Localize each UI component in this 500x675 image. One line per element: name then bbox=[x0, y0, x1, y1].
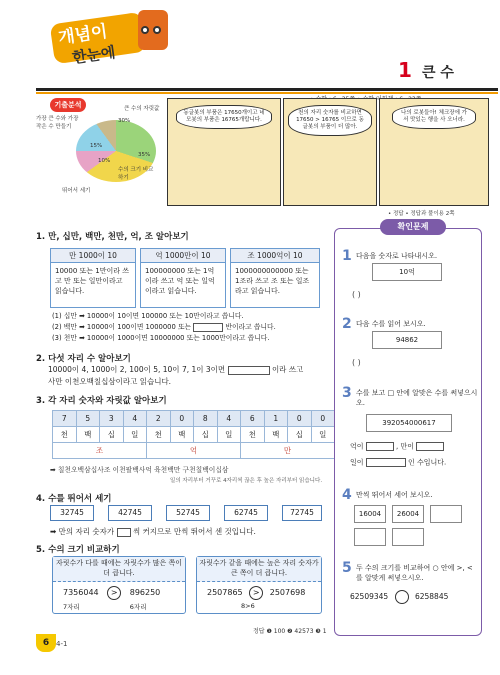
place-cell: 십 bbox=[288, 427, 312, 443]
q4-blank-box[interactable] bbox=[430, 505, 462, 523]
answer-blank[interactable] bbox=[366, 442, 394, 451]
speech-bubble: 천의 자리 숫자를 비교하면 17650 > 16765 이므로 동글봇의 부품이 더 많아. bbox=[288, 105, 372, 136]
digit-row bbox=[53, 411, 335, 427]
pie-pct: 35% bbox=[138, 152, 151, 158]
place-cell: 일 bbox=[123, 427, 147, 443]
s2-line2: 사만 이천오백칠십삼이라고 읽습니다. bbox=[48, 377, 172, 386]
compare-rule: 자릿수가 같을 때에는 높은 자리 숫자가 큰 쪽이 더 큽니다. bbox=[197, 557, 321, 582]
digit-cell: 0 bbox=[311, 411, 335, 427]
s2-line1 bbox=[48, 364, 303, 376]
comic-panel-2 bbox=[283, 98, 377, 206]
place-cell: 십 bbox=[194, 427, 218, 443]
sequence-box: 52745 bbox=[166, 505, 210, 521]
place-cell: 백 bbox=[76, 427, 100, 443]
comic-panel-1 bbox=[167, 98, 281, 206]
q-number: 5 bbox=[342, 560, 352, 576]
q4-text: 만씩 뛰어서 세어 보시오. bbox=[356, 491, 433, 499]
digit-cell: 2 bbox=[147, 411, 171, 427]
answer-blank[interactable] bbox=[416, 442, 444, 451]
sequence-box: 32745 bbox=[50, 505, 94, 521]
q3-label: 일이 bbox=[350, 458, 364, 467]
concept-box-body: 1000000000000 또는 1조라 쓰고 조 또는 일조라고 읽습니다. bbox=[235, 267, 310, 296]
group-cell: 조 bbox=[53, 443, 147, 459]
logo-line1: 개념이 bbox=[57, 21, 109, 49]
compare-num: 2507865 bbox=[207, 587, 243, 597]
q5-compare bbox=[350, 590, 448, 604]
place-cell: 일 bbox=[311, 427, 335, 443]
s2-line1-tail: 이라 쓰고 bbox=[271, 365, 304, 374]
chapter-title: 큰 수 bbox=[422, 65, 454, 81]
robot-eye bbox=[153, 26, 161, 34]
compare-rule: 자릿수가 다를 때에는 자릿수가 많은 쪽이 더 큽니다. bbox=[53, 557, 185, 582]
header-rule-accent bbox=[36, 92, 498, 94]
compare-num: 7356044 bbox=[63, 587, 99, 597]
section4-title: 4. 수를 뛰어서 세기 bbox=[36, 494, 112, 504]
quiz-title: 확인문제 bbox=[380, 219, 446, 235]
q4-box: 26004 bbox=[392, 505, 424, 523]
q2-text: 다음 수를 읽어 보시오. bbox=[356, 320, 426, 328]
section5-title: 5. 수의 크기 비교하기 bbox=[36, 545, 120, 555]
s1-line2 bbox=[52, 322, 276, 333]
s3-reading: ➡ 칠천오백삼십사조 이천팔백사억 육천백만 구천칠백이십삼 bbox=[50, 466, 229, 474]
chapter-number: 1 bbox=[398, 58, 412, 82]
sequence-box: 42745 bbox=[108, 505, 152, 521]
place-cell: 천 bbox=[241, 427, 265, 443]
s4-line-text: ➡ 만의 자리 숫자가 bbox=[50, 527, 115, 536]
sequence-box: 62745 bbox=[224, 505, 268, 521]
compare-num: 2507698 bbox=[269, 587, 306, 597]
unit-label: 4-1 bbox=[56, 640, 68, 648]
header-rule bbox=[36, 88, 498, 91]
concept-box-eok bbox=[140, 248, 226, 308]
digit-cell: 4 bbox=[123, 411, 147, 427]
s2-line1-text: 10000이 4, 1000이 2, 100이 5, 10이 7, 1이 3이면 bbox=[48, 365, 226, 374]
concept-box-head: 억 1000만이 10 bbox=[141, 249, 225, 263]
q5-text: 두 수의 크기를 비교하여 ○ 안에 >, < 를 알맞게 써넣으시오. bbox=[356, 564, 473, 582]
place-cell: 백 bbox=[264, 427, 288, 443]
compare-example bbox=[53, 582, 185, 615]
q3-label: 인 수입니다. bbox=[408, 458, 447, 467]
q3-line2 bbox=[350, 458, 446, 468]
q1-text: 다음을 숫자로 나타내시오. bbox=[356, 252, 438, 260]
speech-bubble: 동글봇의 부품은 17650개이고 네모봇의 부품은 16765개랍니다. bbox=[176, 105, 272, 129]
q-number: 4 bbox=[342, 487, 352, 503]
q4-blank-box[interactable] bbox=[392, 528, 424, 546]
s1-line3: (3) 천만 ➡ 10000이 1000이면 10000000 또는 1000만이라고 씁니다. bbox=[52, 334, 270, 342]
s1-line2-tail: 반이라고 씁니다. bbox=[225, 323, 276, 331]
comic-panel-3 bbox=[379, 98, 489, 206]
q3-text: 수를 보고 □ 안에 알맞은 수를 써넣으시오. bbox=[356, 389, 478, 407]
group-cell: 만 bbox=[241, 443, 335, 459]
pie-label: 수의 크기 비교하기 bbox=[118, 167, 154, 181]
answer-paren[interactable]: ( ) bbox=[352, 290, 361, 299]
concept-box-body: 10000 또는 1만이라 쓰고 만 또는 일만이라고 읽습니다. bbox=[55, 267, 129, 296]
q4-box: 16004 bbox=[354, 505, 386, 523]
compare-sub: 7자리 bbox=[63, 602, 80, 611]
q2-box: 94862 bbox=[372, 331, 442, 349]
q3-box: 392054000617 bbox=[366, 414, 452, 432]
q-number: 1 bbox=[342, 248, 352, 264]
answer-note: • 정답 • 정답과 풀이용 2쪽 bbox=[388, 211, 455, 217]
s4-line-tail: 씩 커지므로 만씩 뛰어서 센 것입니다. bbox=[132, 527, 256, 536]
concept-box-man bbox=[50, 248, 136, 308]
section3-title: 3. 각 자리 숫자와 자릿값 알아보기 bbox=[36, 396, 167, 406]
pie-label: 가장 큰 수와 가장 작은 수 만들기 bbox=[36, 116, 79, 130]
logo-line2: 한눈에 bbox=[71, 43, 117, 67]
compare-box-digits bbox=[52, 556, 186, 614]
compare-circle[interactable] bbox=[395, 590, 409, 604]
place-cell: 백 bbox=[170, 427, 194, 443]
concept-box-body: 100000000 또는 1억이라 쓰고 억 또는 일억이라고 읽습니다. bbox=[145, 267, 215, 296]
q4-blank-box[interactable] bbox=[354, 528, 386, 546]
q3-line1 bbox=[350, 442, 444, 452]
analysis-tag: 기출분석 bbox=[50, 98, 86, 112]
q3-label: 억이 bbox=[350, 442, 364, 451]
answer-paren[interactable]: ( ) bbox=[352, 358, 361, 367]
compare-num: 896250 bbox=[129, 587, 161, 597]
robot-eye bbox=[141, 26, 149, 34]
compare-sub: 8>6 bbox=[241, 601, 255, 610]
answer-key: 정답 ❶ 100 ❷ 42573 ❸ 1 bbox=[253, 628, 327, 635]
digit-cell: 1 bbox=[264, 411, 288, 427]
pie-label: 큰 수의 자릿값 bbox=[124, 106, 160, 112]
digit-cell: 8 bbox=[194, 411, 218, 427]
place-cell: 천 bbox=[147, 427, 171, 443]
section1-title: 1. 만, 십만, 백만, 천만, 억, 조 알아보기 bbox=[36, 232, 189, 242]
speech-bubble: 나의 로봇들아! 체크장에 가서 맛있는 행을 사 오너라. bbox=[392, 105, 476, 129]
digit-cell: 4 bbox=[217, 411, 241, 427]
group-row bbox=[53, 443, 335, 459]
place-cell: 천 bbox=[53, 427, 77, 443]
place-row bbox=[53, 427, 335, 443]
place-cell: 십 bbox=[100, 427, 124, 443]
compare-box-high-place bbox=[196, 556, 322, 614]
answer-blank[interactable] bbox=[228, 366, 270, 375]
s1-line2-text: (2) 백만 ➡ 10000이 100이면 1000000 또는 bbox=[52, 323, 192, 331]
place-value-table bbox=[52, 410, 335, 459]
s1-line1: (1) 십만 ➡ 10000이 10이면 100000 또는 10만이라고 씁니다. bbox=[52, 312, 244, 320]
digit-cell: 0 bbox=[288, 411, 312, 427]
digit-cell: 5 bbox=[76, 411, 100, 427]
q5-num: 62509345 bbox=[350, 592, 389, 601]
concept-box-head: 조 1000억이 10 bbox=[231, 249, 319, 263]
digit-cell: 6 bbox=[241, 411, 265, 427]
compare-op: > bbox=[107, 586, 121, 600]
answer-blank[interactable] bbox=[117, 528, 131, 537]
s4-line bbox=[50, 526, 256, 538]
digit-cell: 0 bbox=[170, 411, 194, 427]
robot-mascot bbox=[138, 10, 168, 50]
place-cell: 일 bbox=[217, 427, 241, 443]
q-number: 2 bbox=[342, 316, 352, 332]
pie-pct: 10% bbox=[98, 158, 111, 164]
answer-blank[interactable] bbox=[193, 323, 223, 332]
pie-pct: 15% bbox=[90, 143, 103, 149]
compare-sub: 6자리 bbox=[129, 602, 147, 611]
q3-label: , 만이 bbox=[396, 442, 414, 451]
s3-memo: 일의 자리부터 거꾸로 4자리씩 끊은 후 높은 자리부터 읽습니다. bbox=[170, 478, 323, 484]
compare-example bbox=[197, 582, 321, 614]
concept-box-jo bbox=[230, 248, 320, 308]
digit-cell: 7 bbox=[53, 411, 77, 427]
group-cell: 억 bbox=[147, 443, 241, 459]
q1-box: 10억 bbox=[372, 263, 442, 281]
section2-title: 2. 다섯 자리 수 알아보기 bbox=[36, 354, 131, 364]
pie-pct: 30% bbox=[118, 118, 131, 124]
answer-blank[interactable] bbox=[366, 458, 406, 467]
compare-op: > bbox=[249, 586, 263, 600]
page-number: 6 bbox=[36, 634, 56, 652]
q-number: 3 bbox=[342, 385, 352, 401]
pie-label: 뛰어서 세기 bbox=[62, 188, 91, 194]
sequence-box: 72745 bbox=[282, 505, 322, 521]
concept-box-head: 만 1000이 10 bbox=[51, 249, 135, 263]
q5-num: 6258845 bbox=[414, 592, 449, 601]
digit-cell: 3 bbox=[100, 411, 124, 427]
